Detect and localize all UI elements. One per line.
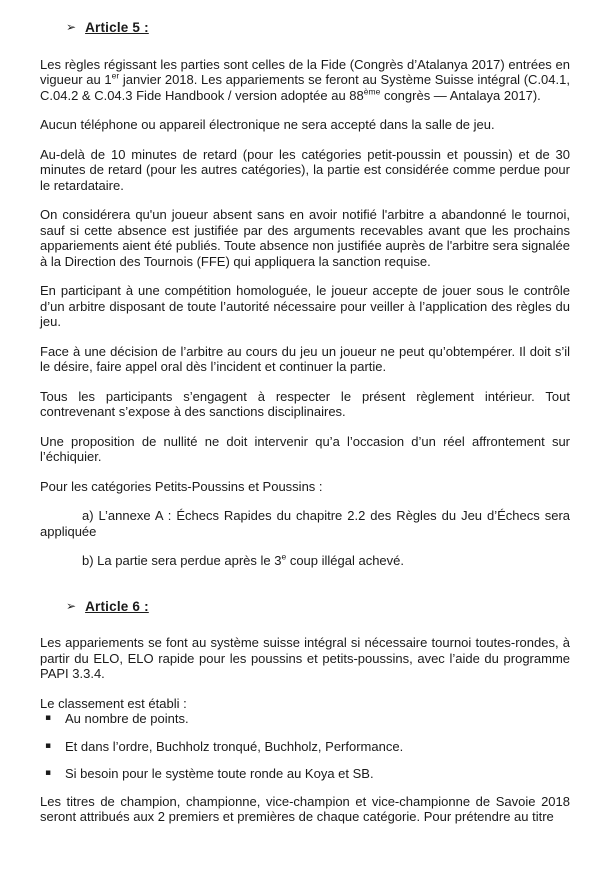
text-run: Au nombre de points. — [65, 711, 189, 726]
text-run: Les règles régissant les parties sont celles de la Fide (Congrès d’Atalanya 2017) entrées en vigueur au 1 — [40, 56, 570, 87]
discipline-paragraph — [40, 389, 570, 420]
text-run: janvier 2018. Les appariements se feront au Système Suisse intégral (C.04.1, C.04.2 & C.04.3 Fide Handbook / version adoptée au 88 — [40, 72, 570, 103]
text-run: b) La partie sera perdue après le 3 — [82, 553, 282, 568]
superscript-text: e — [281, 551, 287, 562]
text-run: Et dans l’ordre, Buchholz tronqué, Buchholz, Performance. — [65, 738, 404, 754]
text-run: En participant à une compétition homologuée, le joueur accepte de jouer sous le contrôle d’un arbitre disposant de toute l’autorité nécessaire pour veiller à l’application des règles du jeu. — [40, 283, 570, 329]
text-run: Face à une décision de l’arbitre au cours du jeu un joueur ne peut qu’obtempérer. Il doit s’il le désire, faire appel oral dès l’incident et continuer la partie. — [40, 343, 570, 374]
text-run: coup illégal achevé. — [286, 553, 405, 568]
list-item-text — [65, 711, 189, 726]
text-run: Pour les catégories Petits-Poussins et Poussins : — [40, 478, 323, 494]
draw-offer-paragraph — [40, 434, 570, 465]
list-item-text — [65, 766, 374, 781]
square-bullet-icon: ▪ — [45, 768, 52, 778]
ranking-roundrobin-item — [40, 766, 570, 782]
list-item-text — [65, 739, 403, 754]
annex-a-paragraph — [40, 508, 570, 539]
arbiter-authority-paragraph — [40, 283, 570, 330]
heading-label: Article 6 : — [85, 598, 149, 614]
text-run: Au-delà de 10 minutes de retard (pour les catégories petit-poussin et poussin) et de 30 minutes de retard (pour les autres catégories), la partie est considérée comme perdue pour le retardataire. — [40, 146, 570, 193]
text-run: Aucun téléphone ou appareil électronique ne sera accepté dans la salle de jeu. — [40, 117, 495, 132]
article-6-heading — [66, 599, 570, 616]
categories-intro-paragraph — [40, 479, 570, 495]
lateness-paragraph — [40, 147, 570, 194]
document-body — [40, 20, 570, 825]
text-run: Une proposition de nullité ne doit intervenir qu’a l’occasion d’un réel affrontement sur l’échiquier. — [40, 433, 570, 464]
text-run: Les titres de champion, championne, vice-champion et vice-championne de Savoie 2018 seront attribués aux 2 premiers et premières de chaque catégorie. Pour prétendre au titre — [40, 793, 570, 824]
pairing-system-paragraph — [40, 635, 570, 682]
ranking-intro-paragraph — [40, 696, 570, 712]
text-run: Le classement est établi : — [40, 695, 187, 711]
text-run: On considérera qu'un joueur absent sans en avoir notifié l'arbitre a abandonné le tournoi, sauf si cette absence est justifiée par des arguments recevables avant que les prochains appariements aient été publiés. Toute absence non justifiée auprès de l'arbitre sera signalée à la Direction des Tournois (FFE) qui appliquera la sanction requise. — [40, 207, 570, 269]
fide-rules-paragraph — [40, 57, 570, 104]
titles-paragraph — [40, 794, 570, 825]
arrow-bullet-icon: ➢ — [66, 598, 77, 613]
no-phone-paragraph — [40, 117, 570, 133]
ranking-tiebreak-item — [40, 739, 570, 755]
superscript-text: ème — [363, 86, 381, 97]
heading-label: Article 5 : — [85, 20, 149, 35]
text-run: a) L’annexe A : Échecs Rapides du chapitre 2.2 des Règles du Jeu d’Échecs sera appliquée — [40, 508, 570, 539]
ranking-points-item — [40, 711, 570, 727]
square-bullet-icon: ▪ — [45, 713, 52, 723]
illegal-move-paragraph — [40, 553, 570, 569]
superscript-text: er — [111, 70, 120, 81]
text-run: Si besoin pour le système toute ronde au Koya et SB. — [65, 766, 374, 781]
text-run: Tous les participants s’engagent à respecter le présent règlement intérieur. Tout contrevenant s’expose à des sanctions disciplinaires. — [40, 388, 570, 419]
arrow-bullet-icon: ➢ — [66, 20, 77, 34]
arbiter-decision-paragraph — [40, 344, 570, 375]
square-bullet-icon: ▪ — [45, 740, 52, 751]
text-run: Les appariements se font au système suisse intégral si nécessaire tournoi toutes-rondes, à partir du ELO, ELO rapide pour les poussins et petits-poussins, avec l’aide du programme PAPI 3.3.4. — [40, 635, 570, 681]
article-5-heading — [66, 20, 570, 37]
absence-paragraph — [40, 207, 570, 269]
text-run: congrès — Antalaya 2017). — [380, 87, 541, 103]
